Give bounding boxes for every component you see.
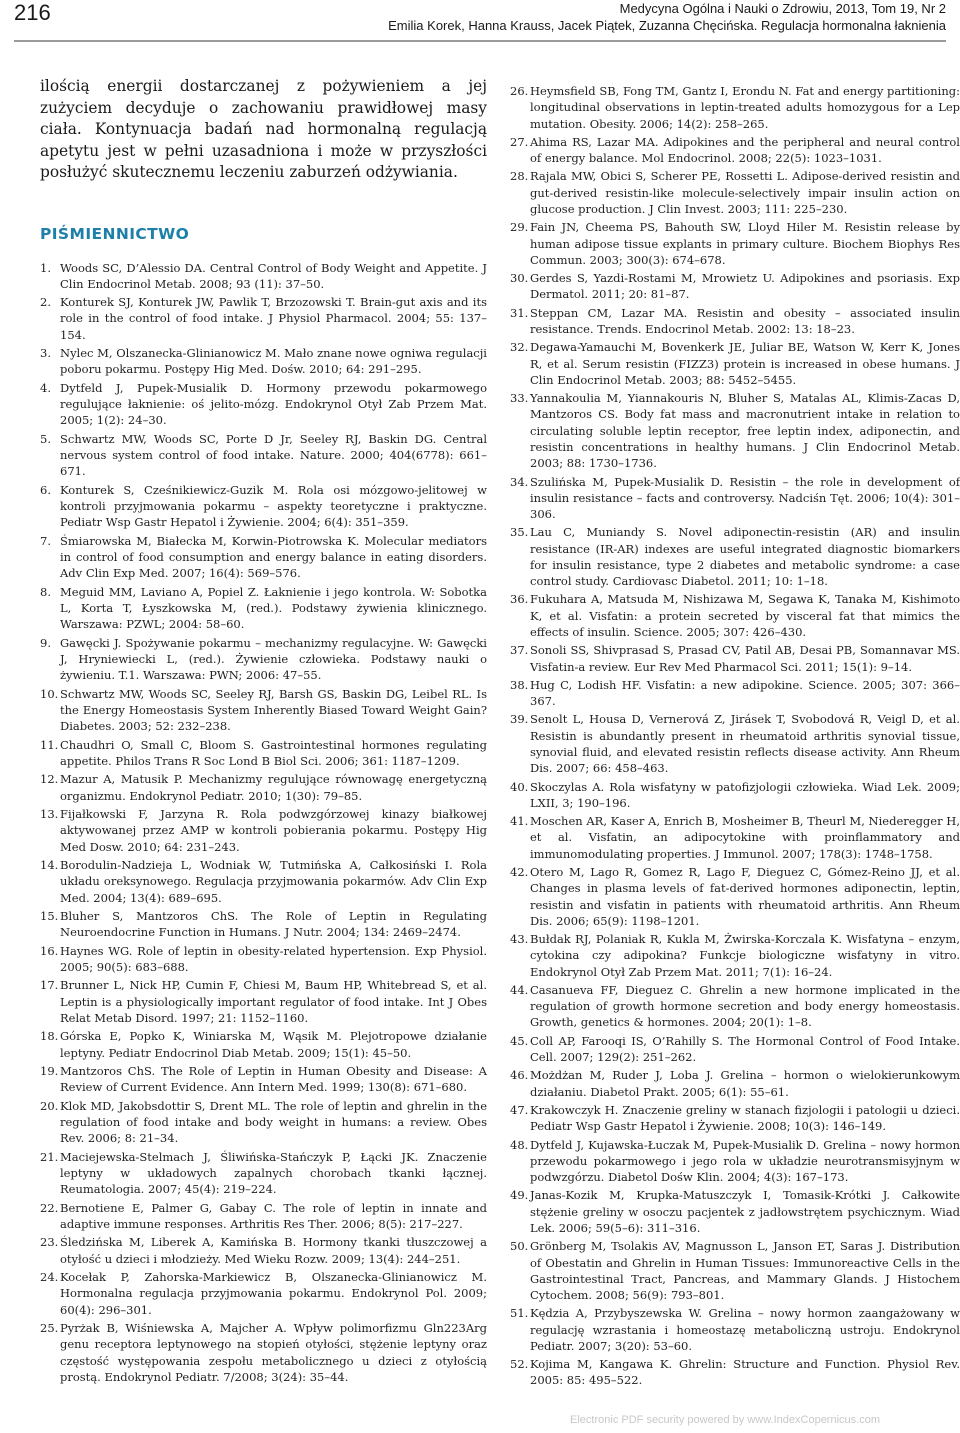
reference-text: Borodulin-Nadzieja L, Wodniak W, Tutmińska A, Całkosiński I. Rola układu oreksynowego. Regulacja przyjmowania pokarmów. Adv Clin Exp Med. 2004; 13(4): 689–695. bbox=[60, 858, 487, 905]
reference-text: Szulińska M, Pupek-Musialik D. Resistin – the role in development of insulin resistance – facts and controversy. Nadciśn Tęt. 2006; 10(4): 301–306. bbox=[530, 474, 960, 521]
reference-text: Maciejewska-Stelmach J, Śliwińska-Stańczyk P, Łącki JK. Znaczenie leptyny w układowych zapalnych chorobach tkanki łącznej. Reumatologia. 2007; 45(4): 219–224. bbox=[60, 1149, 487, 1197]
reference-text: Klok MD, Jakobsdottir S, Drent ML. The role of leptin and ghrelin in the regulation of food intake and body weight in humans: a review. Obes Rev. 2006; 8: 21–34. bbox=[60, 1098, 487, 1146]
reference-item bbox=[510, 1187, 960, 1236]
reference-item bbox=[40, 482, 487, 531]
reference-number: 6. bbox=[40, 482, 51, 497]
reference-number: 21. bbox=[40, 1149, 59, 1164]
reference-number: 5. bbox=[40, 431, 51, 446]
reference-number: 38. bbox=[510, 677, 529, 692]
reference-item bbox=[40, 1063, 487, 1096]
reference-item bbox=[510, 1137, 960, 1186]
page-number: 216 bbox=[14, 0, 51, 25]
reference-item bbox=[510, 711, 960, 776]
reference-text: Coll AP, Farooqi IS, O’Rahilly S. The Hormonal Control of Food Intake. Cell. 2007; 129(2): 251–262. bbox=[530, 1033, 960, 1065]
reference-text: Fain JN, Cheema PS, Bahouth SW, Lloyd Hiler M. Resistin release by human adipose tissue explants in primary culture. Biochem Biophys Res Commun. 2003; 300(3): 674–678. bbox=[530, 220, 960, 267]
reference-text: Nylec M, Olszanecka-Glinianowicz M. Mało znane nowe ogniwa regulacji poboru pokarmu. Postępy Hig Med. Dośw. 2010; 64: 291–295. bbox=[60, 346, 487, 377]
reference-text: Fijałkowski F, Jarzyna R. Rola podwzgórzowej kinazy białkowej aktywowanej przez AMP w kontroli pobierania pokarmu. Postępy Hig Med Dosw. 2010; 64: 231–243. bbox=[60, 807, 487, 854]
reference-item bbox=[510, 474, 960, 523]
reference-item bbox=[40, 260, 487, 293]
reference-item bbox=[510, 219, 960, 268]
reference-number: 48. bbox=[510, 1137, 529, 1152]
reference-number: 30. bbox=[510, 271, 529, 286]
reference-text: Mantzoros ChS. The Role of Leptin in Human Obesity and Disease: A Review of Current Evidence. Ann Intern Med. 1999; 130(8): 671–680. bbox=[60, 1064, 487, 1095]
reference-item bbox=[40, 806, 487, 855]
reference-item bbox=[510, 168, 960, 217]
reference-text: Hug C, Lodish HF. Visfatin: a new adipokine. Science. 2005; 307: 366–367. bbox=[530, 677, 960, 709]
reference-item bbox=[40, 635, 487, 684]
intro-paragraph: ilością energii dostarczanej z pożywieniem a jej zużyciem decyduje o zachowaniu prawidłowej masy ciała. Kontynuacja badań nad hormonalną regulacją apetytu jest w pełni uzasadniona i może w przyszłości posłużyć skutecznemu leczeniu zaburzeń odżywiania. bbox=[40, 77, 487, 181]
reference-number: 2. bbox=[40, 295, 51, 310]
reference-text: Chaudhri O, Small C, Bloom S. Gastrointestinal hormones regulating appetite. Philos Trans R Soc Lond B Biol Sci. 2006; 361: 1187–1209. bbox=[60, 737, 487, 769]
reference-text: Krakowczyk H. Znaczenie greliny w stanach fizjologii i patologii u dzieci. Pediatr Wsp Gastr Hepatol i Żywienie. 2008; 10(3): 146–149. bbox=[530, 1102, 960, 1134]
reference-item bbox=[510, 864, 960, 929]
reference-text: Skoczylas A. Rola wisfatyny w patofizjologii człowieka. Wiad Lek. 2009; LXII, 3; 190–196. bbox=[530, 779, 960, 810]
reference-item bbox=[510, 1067, 960, 1100]
reference-text: Konturek SJ, Konturek JW, Pawlik T, Brzozowski T. Brain-gut axis and its role in the control of food intake. J Physiol Pharmacol. 2004; 55: 137–154. bbox=[60, 295, 487, 342]
reference-item bbox=[40, 1149, 487, 1198]
reference-number: 24. bbox=[40, 1270, 59, 1285]
reference-number: 26. bbox=[510, 84, 529, 98]
reference-number: 31. bbox=[510, 305, 529, 320]
reference-item bbox=[510, 134, 960, 167]
reference-item bbox=[510, 1238, 960, 1303]
reference-number: 45. bbox=[510, 1033, 529, 1048]
footer-watermark: Electronic PDF security powered by www.IndexCopernicus.com bbox=[570, 1414, 880, 1426]
reference-text: Janas-Kozik M, Krupka-Matuszczyk I, Tomasik-Krótki J. Całkowite stężenie greliny w osoczu pacjentek z jadłowstrętem psychicznym. Wiad Lek. 2006; 59(5–6): 311–316. bbox=[530, 1188, 960, 1235]
reference-item bbox=[510, 305, 960, 338]
reference-number: 49. bbox=[510, 1188, 529, 1203]
reference-number: 52. bbox=[510, 1357, 529, 1372]
reference-text: Pyrżak B, Wiśniewska A, Majcher A. Wpływ polimorfizmu Gln223Arg genu receptora leptynowego na stopień otyłości, stężenie leptyny oraz częstość występowania zespołu metabolicznego u dzieci z otyłością prostą. Endokrynol Pediatr. 7/2008; 3(24): 35–44. bbox=[60, 1321, 487, 1385]
reference-text: Yannakoulia M, Yiannakouris N, Bluher S, Matalas AL, Klimis-Zacas D, Mantzoros CS. Body fat mass and macronutrient intake in relation to circulating soluble leptin receptor, free leptin index, adiponectin, and resistin concentrations in healthy humans. J Clin Endocrinol Metab. 2003; 88: 1730–1736. bbox=[530, 391, 960, 471]
reference-number: 18. bbox=[40, 1029, 59, 1044]
reference-item bbox=[510, 83, 960, 132]
reference-number: 19. bbox=[40, 1064, 59, 1079]
section-title: PIŚMIENNICTWO bbox=[40, 224, 190, 243]
reference-number: 27. bbox=[510, 134, 529, 149]
reference-item bbox=[40, 771, 487, 804]
reference-item bbox=[40, 345, 487, 378]
reference-item bbox=[510, 931, 960, 980]
reference-number: 50. bbox=[510, 1239, 529, 1254]
reference-item bbox=[40, 1269, 487, 1318]
reference-item bbox=[510, 390, 960, 471]
reference-number: 22. bbox=[40, 1200, 59, 1215]
reference-number: 17. bbox=[40, 978, 59, 993]
reference-item bbox=[40, 431, 487, 480]
reference-number: 16. bbox=[40, 943, 59, 958]
reference-text: Casanueva FF, Dieguez C. Ghrelin a new hormone implicated in the regulation of growth hormone secretion and body energy homeostasis. Growth, genetics & hormones. 2004; 20(1): 1–8. bbox=[530, 982, 960, 1030]
reference-number: 34. bbox=[510, 474, 529, 489]
reference-text: Gawęcki J. Spożywanie pokarmu – mechanizmy regulacyjne. W: Gawęcki J, Hryniewiecki L, (red.). Żywienie człowieka. Podstawy nauki o żywieniu. T.1. Warszawa: PWN; 2006: 47–55. bbox=[60, 635, 487, 683]
reference-text: Brunner L, Nick HP, Cumin F, Chiesi M, Baum HP, Whitebread S, et al. Leptin is a physiologically important regulator of food intake. Int J Obes Relat Metab Disord. 1997; 21: 1152–1160. bbox=[60, 978, 487, 1026]
reference-text: Śmiarowska M, Białecka M, Korwin-Piotrowska K. Molecular mediators in control of food consumption and energy balance in eating disorders. Adv Clin Exp Med. 2007; 16(4): 569–576. bbox=[60, 533, 487, 581]
reference-text: Woods SC, D’Alessio DA. Central Control of Body Weight and Appetite. J Clin Endocrinol Metab. 2008; 93 (11): 37–50. bbox=[60, 260, 487, 291]
references-list-left bbox=[40, 260, 487, 1386]
reference-item bbox=[40, 1098, 487, 1147]
reference-number: 13. bbox=[40, 807, 59, 822]
reference-text: Kojima M, Kangawa K. Ghrelin: Structure and Function. Physiol Rev. 2005: 85: 495–522. bbox=[530, 1357, 960, 1388]
reference-item bbox=[510, 1033, 960, 1066]
reference-number: 33. bbox=[510, 391, 529, 406]
reference-text: Grönberg M, Tsolakis AV, Magnusson L, Janson ET, Saras J. Distribution of Obestatin and Ghrelin in Human Tissues: Immunoreactive Cells in the Gastrointestinal Tract, Pancreas, and Mammary Glands. J Histochem Cytochem. 2008; 56(9): 793–801. bbox=[530, 1239, 960, 1302]
reference-number: 43. bbox=[510, 932, 529, 947]
reference-number: 15. bbox=[40, 909, 59, 924]
reference-text: Haynes WG. Role of leptin in obesity-related hypertension. Exp Physiol. 2005; 90(5): 683–688. bbox=[60, 943, 487, 975]
reference-text: Bluher S, Mantzoros ChS. The Role of Leptin in Regulating Neuroendocrine Function in Humans. J Nutr. 2004; 134: 2469–2474. bbox=[60, 909, 487, 940]
reference-text: Moschen AR, Kaser A, Enrich B, Mosheimer B, Theurl M, Niederegger H, et al. Visfatin, an adipocytokine with proinflammatory and immunomodulating properties. J Immunol. 2007; 178(3): 1748–1758. bbox=[530, 814, 960, 861]
reference-number: 12. bbox=[40, 772, 59, 787]
left-column bbox=[40, 76, 487, 1387]
reference-item bbox=[40, 1234, 487, 1267]
reference-text: Heymsfield SB, Fong TM, Gantz I, Erondu N. Fat and energy partitioning: longitudinal observations in leptin-treated adults homozygous for a Lep mutation. Obesity. 2006; 14(2): 258–265. bbox=[530, 84, 960, 131]
reference-number: 39. bbox=[510, 712, 529, 727]
reference-number: 51. bbox=[510, 1306, 529, 1321]
reference-item bbox=[40, 857, 487, 906]
reference-text: Ahima RS, Lazar MA. Adipokines and the peripheral and neural control of energy balance. Mol Endocrinol. 2008; 22(5): 1023–1031. bbox=[530, 134, 960, 166]
reference-text: Możdżan M, Ruder J, Loba J. Grelina – hormon o wielokierunkowym działaniu. Diabetol Prakt. 2005; 6(1): 55–61. bbox=[530, 1068, 960, 1099]
reference-number: 40. bbox=[510, 779, 529, 794]
article-authors-title: Emilia Korek, Hanna Krauss, Jacek Piątek, Zuzanna Chęcińska. Regulacja hormonalna łaknienia bbox=[388, 18, 946, 33]
running-header bbox=[388, 0, 946, 34]
reference-text: Dytfeld J, Kujawska-Łuczak M, Pupek-Musialik D. Grelina – nowy hormon przewodu pokarmowego i jego rola w układzie neurotransmisyjnym w podwzgórzu. Diabetol Dośw Klin. 2004; 4(3): 167–173. bbox=[530, 1137, 960, 1185]
reference-item bbox=[510, 1305, 960, 1354]
reference-item bbox=[510, 1356, 960, 1389]
reference-text: Lau C, Muniandy S. Novel adiponectin-resistin (AR) and insulin resistance (IR-AR) indexes are useful integrated diagnostic biomarkers for insulin resistance, type 2 diabetes and metabolic syndrome: a case control study. Cardiovasc Diabetol. 2011; 10: 1–18. bbox=[530, 525, 960, 589]
reference-text: Śledzińska M, Liberek A, Kamińska B. Hormony tkanki tłuszczowej a otyłość u dzieci i młodzieży. Med Wieku Rozw. 2009; 13(4): 244–251. bbox=[60, 1235, 487, 1266]
reference-text: Fukuhara A, Matsuda M, Nishizawa M, Segawa K, Tanaka M, Kishimoto K, et al. Visfatin: a protein secreted by visceral fat that mimics the effects of insulin. Science. 2005; 307: 426–430. bbox=[530, 592, 960, 639]
reference-item bbox=[40, 1320, 487, 1385]
reference-item bbox=[40, 1028, 487, 1061]
reference-item bbox=[510, 642, 960, 675]
reference-text: Bernotiene E, Palmer G, Gabay C. The role of leptin in innate and adaptive immune responses. Arthritis Res Ther. 2006; 8(5): 217–227. bbox=[60, 1200, 487, 1232]
reference-number: 8. bbox=[40, 584, 51, 599]
reference-item bbox=[40, 294, 487, 343]
reference-number: 14. bbox=[40, 858, 59, 873]
reference-item bbox=[510, 270, 960, 303]
reference-item bbox=[40, 1200, 487, 1233]
reference-item bbox=[510, 1102, 960, 1135]
reference-text: Schwartz MW, Woods SC, Seeley RJ, Barsh GS, Baskin DG, Leibel RL. Is the Energy Homeostasis System Inherently Biased Toward Weight Gain? Diabetes. 2003; 52: 232–238. bbox=[60, 686, 487, 734]
header-divider bbox=[14, 40, 946, 42]
reference-item bbox=[40, 533, 487, 582]
reference-item bbox=[40, 908, 487, 941]
reference-text: Kocełak P, Zahorska-Markiewicz B, Olszanecka-Glinianowicz M. Hormonalna regulacja przyjmowania pokarmu. Endokrynol Pol. 2009; 60(4): 296–301. bbox=[60, 1270, 487, 1317]
reference-number: 41. bbox=[510, 814, 529, 829]
reference-text: Meguid MM, Laviano A, Popiel Z. Łaknienie i jego kontrola. W: Sobotka L, Korta T, Łyszkowska M, (red.). Podstawy żywienia klinicznego. Warszawa: PZWL; 2004: 58–60. bbox=[60, 584, 487, 632]
reference-text: Mazur A, Matusik P. Mechanizmy regulujące równowagę energetyczną organizmu. Endokrynol Pediatr. 2010; 1(30): 79–85. bbox=[60, 772, 487, 803]
reference-number: 1. bbox=[40, 260, 51, 275]
reference-item bbox=[510, 779, 960, 812]
reference-item bbox=[40, 737, 487, 770]
reference-number: 36. bbox=[510, 592, 529, 607]
reference-number: 35. bbox=[510, 525, 529, 540]
reference-text: Degawa-Yamauchi M, Bovenkerk JE, Juliar BE, Watson W, Kerr K, Jones R, et al. Serum resistin (FIZZ3) protein is increased in obese humans. J Clin Endocrinol Metab. 2003; 88: 5452–5455. bbox=[530, 340, 960, 387]
reference-text: Gerdes S, Yazdi-Rostami M, Mrowietz U. Adipokines and psoriasis. Exp Dermatol. 2011; 20: 81–87. bbox=[530, 271, 960, 302]
reference-item bbox=[40, 686, 487, 735]
reference-text: Sonoli SS, Shivprasad S, Prasad CV, Patil AB, Desai PB, Somannavar MS. Visfatin-a review. Eur Rev Med Pharmacol Sci. 2011; 15(1): 9–14. bbox=[530, 643, 960, 674]
reference-item bbox=[40, 380, 487, 429]
right-column bbox=[510, 83, 960, 1391]
reference-item bbox=[510, 591, 960, 640]
reference-item bbox=[510, 982, 960, 1031]
reference-number: 11. bbox=[40, 737, 59, 752]
journal-title: Medycyna Ogólna i Nauki o Zdrowiu, 2013, Tom 19, Nr 2 bbox=[619, 1, 946, 16]
reference-text: Senolt L, Housa D, Vernerová Z, Jirásek T, Svobodová R, Veigl D, et al. Resistin is abundantly present in rheumatoid arthritis synovial tissue, synovial fluid, and elevated resistin reflects disease activity. Ann Rheum Dis. 2007; 66: 458–463. bbox=[530, 712, 960, 776]
reference-number: 25. bbox=[40, 1321, 59, 1336]
reference-number: 29. bbox=[510, 220, 529, 235]
references-list-right bbox=[510, 83, 960, 1389]
reference-number: 9. bbox=[40, 635, 51, 650]
reference-text: Otero M, Lago R, Gomez R, Lago F, Dieguez C, Gómez-Reino JJ, et al. Changes in plasma levels of fat-derived hormones adiponectin, leptin, resistin and visfatin in patients with rheumatoid arthritis. Ann Rheum Dis. 2006; 65(9): 1198–1201. bbox=[530, 865, 960, 928]
reference-number: 20. bbox=[40, 1098, 59, 1113]
reference-number: 4. bbox=[40, 380, 51, 395]
reference-text: Steppan CM, Lazar MA. Resistin and obesity – associated insulin resistance. Trends. Endocrinol Metab. 2002: 13: 18–23. bbox=[530, 305, 960, 336]
reference-text: Schwartz MW, Woods SC, Porte D Jr, Seeley RJ, Baskin DG. Central nervous system control of food intake. Nature. 2000; 404(6778): 661–671. bbox=[60, 431, 487, 479]
reference-item bbox=[40, 584, 487, 633]
reference-number: 3. bbox=[40, 346, 51, 361]
reference-text: Kędzia A, Przybyszewska W. Grelina – nowy hormon zaangażowany w regulację wzrastania i homeostazę metaboliczną ustroju. Endokrynol Pediatr. 2007; 3(20): 53–60. bbox=[530, 1306, 960, 1353]
reference-number: 47. bbox=[510, 1102, 529, 1117]
reference-item bbox=[40, 977, 487, 1026]
reference-number: 32. bbox=[510, 340, 529, 355]
reference-number: 23. bbox=[40, 1235, 59, 1250]
reference-number: 46. bbox=[510, 1068, 529, 1083]
reference-number: 7. bbox=[40, 533, 51, 548]
reference-item bbox=[510, 677, 960, 710]
reference-text: Górska E, Popko K, Winiarska M, Wąsik M. Plejotropowe działanie leptyny. Pediatr Endocrinol Diab Metab. 2009; 15(1): 45–50. bbox=[60, 1029, 487, 1060]
reference-text: Bułdak RJ, Polaniak R, Kukla M, Żwirska-Korczala K. Wisfatyna – enzym, cytokina czy adipokina? Funkcje biologiczne wisfatyny in vitro. Endokrynol Otył Zab Przem Mat. 2011; 7(1): 16–24. bbox=[530, 932, 960, 979]
reference-number: 10. bbox=[40, 686, 59, 701]
reference-text: Konturek S, Cześnikiewicz-Guzik M. Rola osi mózgowo-jelitowej w kontroli przyjmowania pokarmu – aspekty teoretyczne i praktyczne. Pediatr Wsp Gastr Hepatol i Żywienie. 2004; 6(4): 351–359. bbox=[60, 482, 487, 530]
reference-item bbox=[510, 524, 960, 589]
reference-number: 28. bbox=[510, 169, 529, 184]
reference-number: 44. bbox=[510, 982, 529, 997]
reference-item bbox=[40, 943, 487, 976]
reference-item bbox=[510, 339, 960, 388]
reference-number: 37. bbox=[510, 643, 529, 658]
reference-number: 42. bbox=[510, 865, 529, 879]
reference-text: Rajala MW, Obici S, Scherer PE, Rossetti L. Adipose-derived resistin and gut-derived resistin-like molecule-selectively impair insulin action on glucose production. J Clin Invest. 2003; 111: 225–230. bbox=[530, 169, 960, 216]
reference-item bbox=[510, 813, 960, 862]
reference-text: Dytfeld J, Pupek-Musialik D. Hormony przewodu pokarmowego regulujące łaknienie: oś jelito-mózg. Endokrynol Otył Zab Przem Mat. 2005; 1(2): 24–30. bbox=[60, 380, 487, 428]
